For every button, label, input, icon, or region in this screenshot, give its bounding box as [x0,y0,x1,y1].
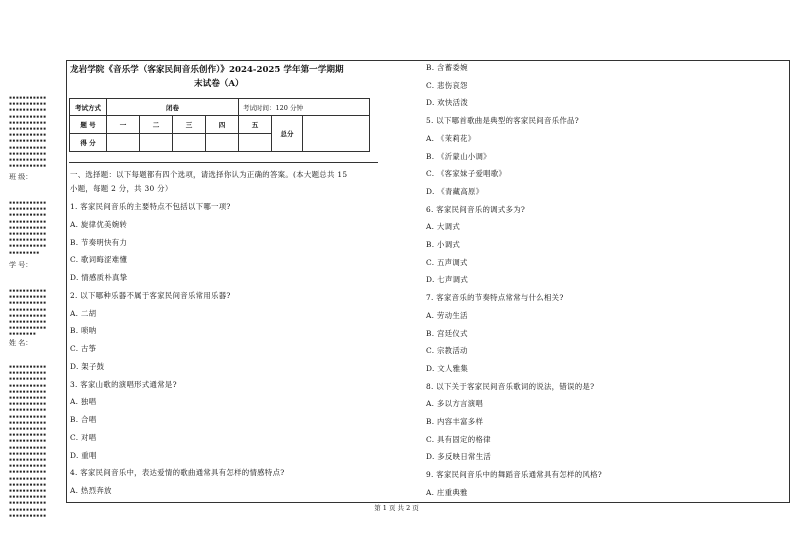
section-one-intro-line2: 小题，每题 2 分，共 30 分） [70,184,173,193]
answer-option[interactable]: A. 《茉莉花》 [426,133,476,143]
score-table [69,98,370,152]
binding-dots-1: ▪▪▪▪▪▪▪▪▪▪▪ ▪▪▪▪▪▪▪▪▪▪▪ ▪▪▪▪▪▪▪▪▪▪▪ ▪▪▪▪▪▪▪▪▪▪▪ ▪▪▪▪▪▪▪▪▪▪▪ ▪▪▪▪▪▪▪▪▪▪▪ ▪▪▪▪▪▪▪▪▪▪▪ ▪▪▪▪▪▪▪▪▪▪▪ ▪▪▪▪▪▪▪▪▪▪▪ ▪▪▪▪▪▪▪▪▪▪▪ ▪▪▪▪▪▪▪▪▪▪▪ ▪▪▪▪▪▪▪▪▪▪▪ [9,95,47,170]
answer-option[interactable]: D. 欢快活泼 [426,98,469,108]
answer-option[interactable]: B. 内容丰富多样 [426,417,484,426]
section-5-header: 五 [239,116,272,134]
binding-dots-4: ▪▪▪▪▪▪▪▪▪▪▪ ▪▪▪▪▪▪▪▪▪▪▪ ▪▪▪▪▪▪▪▪▪▪▪ ▪▪▪▪▪▪▪▪▪▪▪ ▪▪▪▪▪▪▪▪▪▪▪ ▪▪▪▪▪▪▪▪▪▪▪ ▪▪▪▪▪▪▪▪▪▪▪ ▪▪▪▪▪▪▪▪▪▪▪ ▪▪▪▪▪▪▪▪▪▪▪ ▪▪▪▪▪▪▪▪▪▪▪ ▪▪▪▪▪▪▪▪▪▪▪ ▪▪▪▪▪▪▪▪▪▪▪ ▪▪▪▪▪▪▪▪▪▪▪ ▪▪▪▪▪▪▪▪▪▪▪ ▪▪▪▪▪▪▪▪▪▪▪ ▪▪▪▪▪▪▪▪▪▪▪ ▪▪▪▪▪▪▪▪▪▪▪ ▪▪▪▪▪▪▪▪▪▪▪ ▪▪▪▪▪▪▪▪▪▪▪ ▪▪▪▪▪▪▪▪▪▪▪ ▪▪▪▪▪▪▪▪▪▪▪ ▪▪▪▪▪▪▪▪▪▪▪ ▪▪▪▪▪▪▪▪▪▪▪ ▪▪▪▪▪▪▪▪▪▪▪ ▪▪▪▪▪▪▪▪▪▪▪ [9,364,47,519]
answer-option[interactable]: D. 七声调式 [426,275,469,285]
section-2-header: 二 [140,116,173,134]
answer-option[interactable]: D. 情感质朴真挚 [70,273,128,282]
question-text: 8. 以下关于客家民间音乐歌词的说法，错误的是? [426,381,595,391]
section-5-score-cell[interactable] [239,134,272,152]
question-text: 3. 客家山歌的演唱形式通常是? [70,379,177,389]
question-text: 1. 客家民间音乐的主要特点不包括以下哪一项? [70,202,231,211]
answer-option[interactable]: D. 重唱 [70,450,97,460]
answer-option[interactable]: D. 架子鼓 [70,361,105,371]
section-1-header: 一 [107,116,140,134]
answer-option[interactable]: D. 多反映日常生活 [426,452,492,462]
exam-method-value: 闭卷 [107,99,239,116]
question-text: 4. 客家民间音乐中，表达爱情的歌曲通常具有怎样的情感特点? [70,468,285,478]
answer-option[interactable]: A. 多以方言演唱 [426,399,484,409]
total-score-label: 总分 [272,116,303,152]
answer-option[interactable]: B. 小调式 [426,240,461,249]
binding-dots-2: ▪▪▪▪▪▪▪▪▪▪▪ ▪▪▪▪▪▪▪▪▪▪▪ ▪▪▪▪▪▪▪▪▪▪▪ ▪▪▪▪▪▪▪▪▪▪▪ ▪▪▪▪▪▪▪▪▪▪▪ ▪▪▪▪▪▪▪▪▪▪▪ ▪▪▪▪▪▪▪▪▪▪▪ ▪▪▪▪▪▪▪▪▪▪▪ ▪▪▪▪▪▪▪▪▪ [9,200,47,256]
section-2-score-cell[interactable] [140,134,173,152]
answer-option[interactable]: A. 独唱 [70,397,97,407]
answer-option[interactable]: C. 古筝 [70,344,97,353]
section-4-score-cell[interactable] [206,134,239,152]
answer-option[interactable]: B. 节奏明快有力 [70,237,128,247]
section-3-header: 三 [173,116,206,134]
answer-option[interactable]: C. 五声调式 [426,257,468,267]
exam-title-line2: 末试卷（A） [194,79,244,89]
question-text: 6. 客家民间音乐的调式多为? [426,204,526,214]
section-3-score-cell[interactable] [173,134,206,152]
answer-option[interactable]: B. 合唱 [70,415,97,424]
answer-option[interactable]: C. 对唱 [70,432,97,442]
section-divider [69,162,378,163]
exam-method-label: 考试方式 [70,99,107,116]
answer-option[interactable]: A. 二胡 [70,308,97,318]
score-row-label: 得 分 [70,134,107,152]
answer-option[interactable]: A. 劳动生活 [426,310,468,320]
question-text: 9. 客家民间音乐中的舞蹈音乐通常具有怎样的风格? [426,470,603,480]
question-text: 7. 客家音乐的节奏特点常常与什么相关? [426,293,564,303]
student-id-label: 学 号： [9,261,33,269]
answer-option[interactable]: B. 含蓄委婉 [426,63,468,72]
answer-option[interactable]: A. 庄重典雅 [426,487,468,497]
total-score-cell[interactable] [303,116,370,152]
question-text: 5. 以下哪首歌曲是典型的客家民间音乐作品? [426,116,579,126]
answer-option[interactable]: C. 悲伤哀怨 [426,80,468,90]
answer-option[interactable]: B. 宫廷仪式 [426,328,468,338]
question-number-label: 题 号 [70,116,107,134]
answer-option[interactable]: C. 《客家妹子爱唱歌》 [426,169,507,179]
exam-time: 考试时间：120 分钟 [239,99,370,116]
answer-option[interactable]: A. 旋律优美婉转 [70,219,128,229]
answer-option[interactable]: D. 文人雅集 [426,363,469,373]
section-4-header: 四 [206,116,239,134]
answer-option[interactable]: C. 宗教活动 [426,346,468,356]
section-one-intro-line1: 一、选择题：以下每题都有四个选项，请选择你认为正确的答案。(本大题总共 15 [70,170,348,179]
answer-option[interactable]: B. 唢呐 [70,326,97,336]
answer-option[interactable]: C. 具有固定的格律 [426,434,491,444]
answer-option[interactable]: A. 大调式 [426,222,461,232]
page-footer: 第 1 页 共 2 页 [374,504,419,512]
exam-title-line1: 龙岩学院《音乐学（客家民间音乐创作）》2024-2025 学年第一学期期 [70,65,344,75]
answer-option[interactable]: A. 热烈奔放 [70,486,112,495]
answer-option[interactable]: B. 《沂蒙山小调》 [426,151,491,161]
class-label: 班 级： [9,173,33,181]
binding-dots-3: ▪▪▪▪▪▪▪▪▪▪▪ ▪▪▪▪▪▪▪▪▪▪▪ ▪▪▪▪▪▪▪▪▪▪▪ ▪▪▪▪▪▪▪▪▪▪▪ ▪▪▪▪▪▪▪▪▪▪▪ ▪▪▪▪▪▪▪▪▪▪▪ ▪▪▪▪▪▪▪▪▪▪▪ ▪▪▪▪▪▪▪▪ [9,288,47,338]
name-label: 姓 名： [9,339,33,347]
answer-option[interactable]: C. 歌词晦涩难懂 [70,255,128,265]
question-text: 2. 以下哪种乐器不属于客家民间音乐常用乐器? [70,290,231,300]
answer-option[interactable]: D. 《青藏高原》 [426,186,484,196]
section-1-score-cell[interactable] [107,134,140,152]
